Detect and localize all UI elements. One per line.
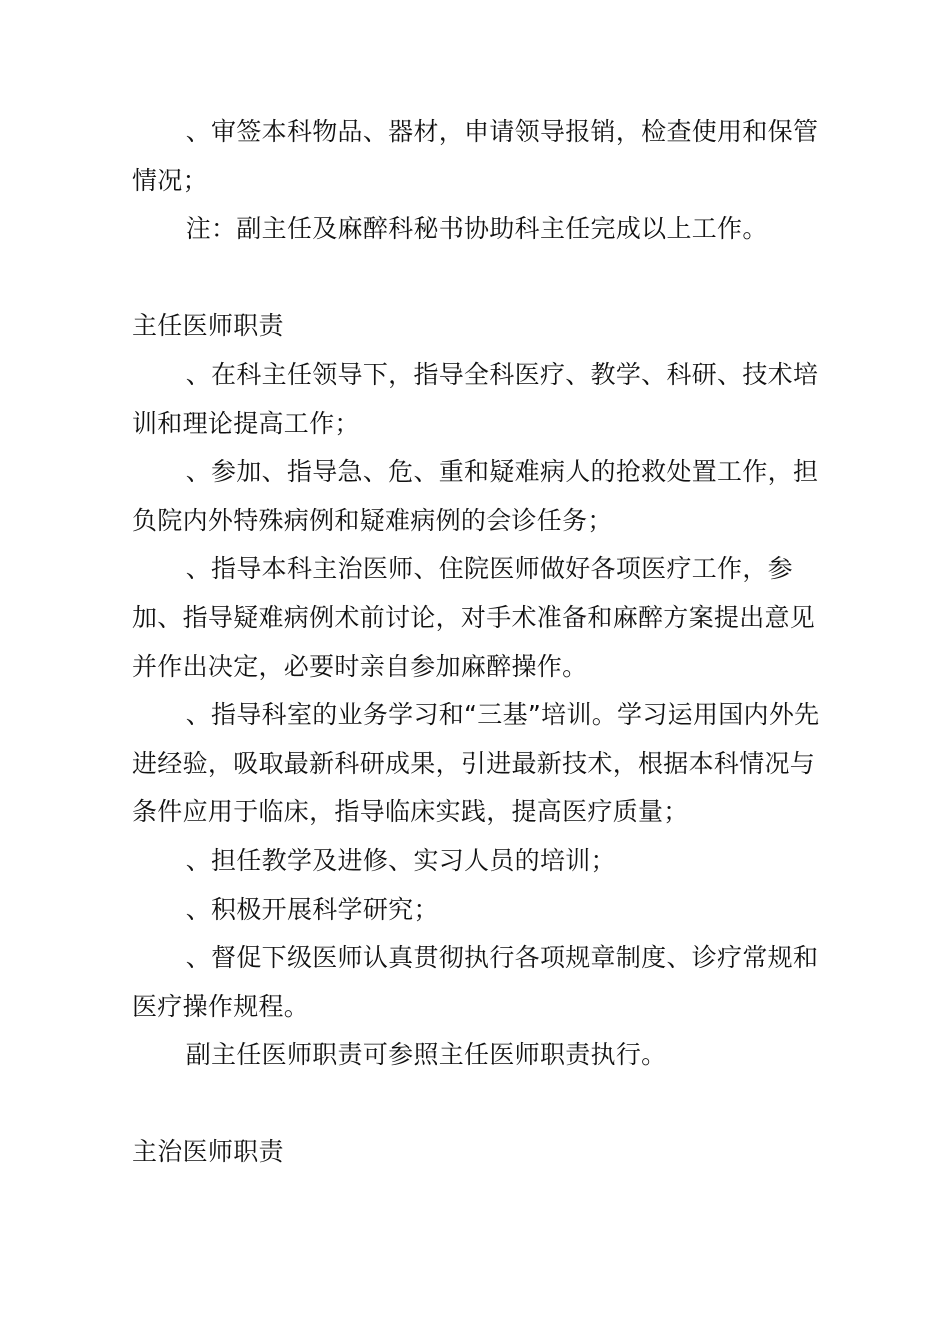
blank-line: [132, 1080, 824, 1129]
list-item: [132, 545, 824, 691]
list-item-text: 、担任教学及进修、实习人员的培训；: [185, 845, 616, 875]
list-item: [132, 108, 824, 205]
section-heading-attending: 主治医师职责: [132, 1137, 284, 1167]
list-item-text: 、在科主任领导下，指导全科医疗、教学、科研、技术培训和理论提高工作；: [132, 359, 819, 438]
list-item: [132, 448, 824, 545]
document-body: [132, 108, 824, 1177]
note-paragraph: [132, 205, 824, 254]
list-item: [132, 886, 824, 935]
note-text: 副主任医师职责可参照主任医师职责执行。: [185, 1040, 667, 1070]
list-item-text: 、积极开展科学研究；: [185, 894, 439, 924]
note-text: 注：副主任及麻醉科秘书协助科主任完成以上工作。: [185, 214, 768, 244]
list-item: [132, 691, 824, 837]
list-item-text: 、参加、指导急、危、重和疑难病人的抢救处置工作，担负院内外特殊病例和疑难病例的会诊任务；: [132, 457, 819, 535]
list-item: [132, 934, 824, 1031]
list-item-text: 、指导科室的业务学习和“三基”培训。学习运用国内外先进经验，吸取最新科研成果，引进最新技术，根据本科情况与条件应用于临床，指导临床实践，提高医疗质量；: [132, 700, 820, 827]
list-item-text: 、指导本科主治医师、住院医师做好各项医疗工作，参加、指导疑难病例术前讨论，对手术准备和麻醉方案提出意见并作出决定，必要时亲自参加麻醉操作。: [132, 554, 816, 681]
list-item: [132, 351, 824, 448]
list-item-text: 、督促下级医师认真贯彻执行各项规章制度、诊疗常规和医疗操作规程。: [132, 943, 819, 1021]
note-paragraph: [132, 1031, 824, 1080]
list-item-text: 、审签本科物品、器材，申请领导报销，检查使用和保管情况；: [132, 117, 819, 195]
list-item: [132, 837, 824, 886]
blank-line: [132, 254, 824, 303]
section-heading-chief: 主任医师职责: [132, 311, 284, 341]
